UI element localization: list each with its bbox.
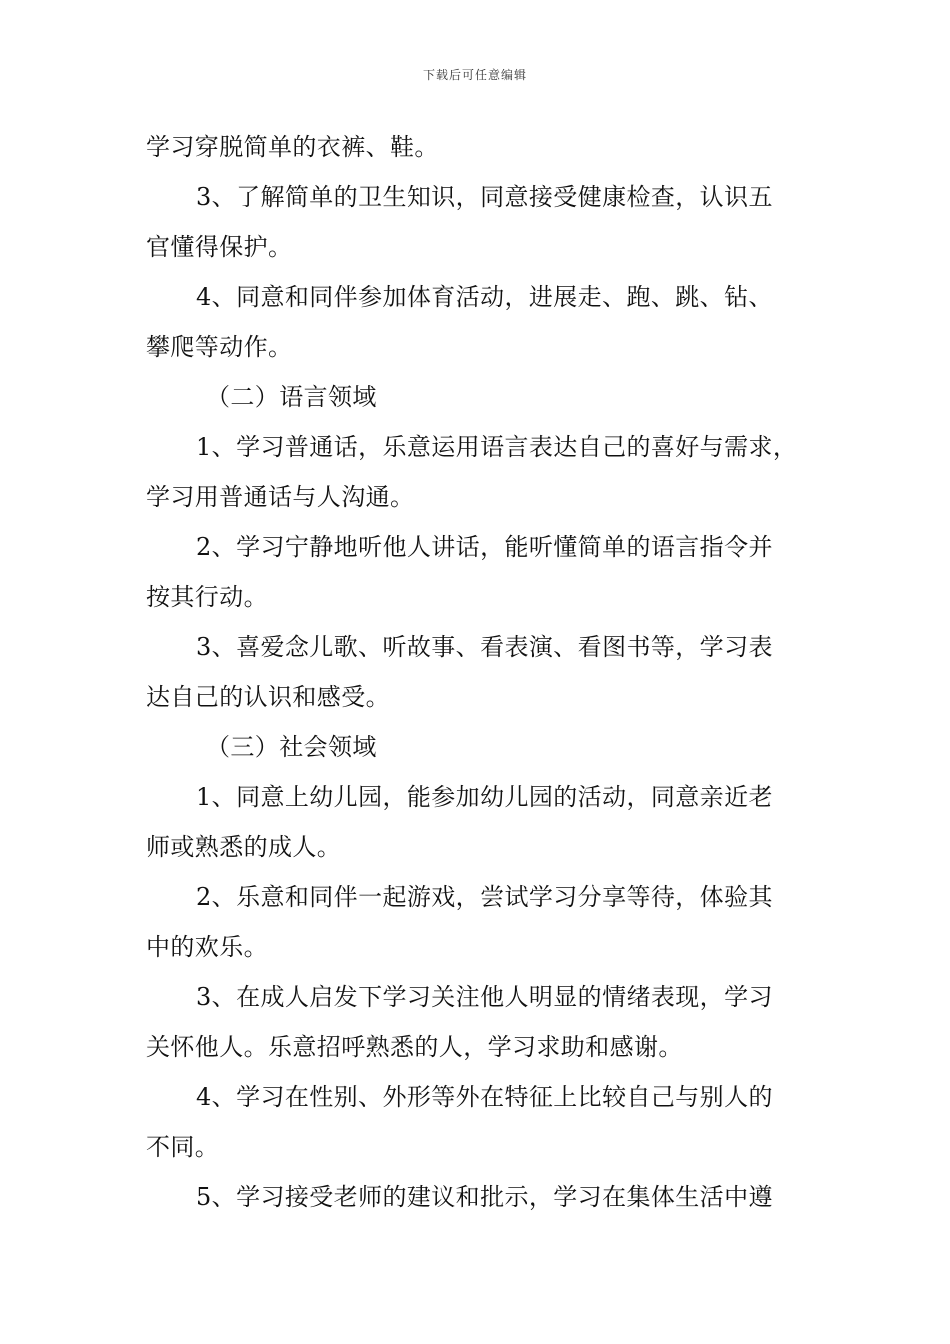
document-body — [146, 122, 816, 1222]
text-line: 达自己的认识和感受。 — [146, 683, 390, 711]
text-line: 按其行动。 — [146, 583, 268, 611]
text-line: 3、在成人启发下学习关注他人明显的情绪表现，学习 — [196, 983, 773, 1011]
text-line: 学习穿脱简单的衣裤、鞋。 — [146, 133, 439, 161]
text-line: 官懂得保护。 — [146, 233, 293, 261]
text-line: 中的欢乐。 — [146, 933, 268, 961]
text-line: 3、了解简单的卫生知识，同意接受健康检查，认识五 — [196, 183, 773, 211]
text-line: 师或熟悉的成人。 — [146, 833, 342, 861]
page-header-note: 下载后可任意编辑 — [422, 68, 527, 82]
text-line: 4、学习在性别、外形等外在特征上比较自己与别人的 — [196, 1083, 773, 1111]
text-line: 1、同意上幼儿园，能参加幼儿园的活动，同意亲近老 — [196, 783, 773, 811]
text-line: 不同。 — [146, 1133, 220, 1161]
text-line: 学习用普通话与人沟通。 — [146, 483, 415, 511]
text-line: 关怀他人。乐意招呼熟悉的人，学习求助和感谢。 — [146, 1033, 683, 1061]
text-line: 2、乐意和同伴一起游戏，尝试学习分享等待，体验其 — [196, 883, 773, 911]
text-line: 1、学习普通话，乐意运用语言表达自己的喜好与需求， — [196, 433, 798, 461]
text-line: 3、喜爱念儿歌、听故事、看表演、看图书等，学习表 — [196, 633, 773, 661]
text-line: 4、同意和同伴参加体育活动，进展走、跑、跳、钻、 — [196, 283, 773, 311]
text-line: 2、学习宁静地听他人讲话，能听懂简单的语言指令并 — [196, 533, 773, 561]
text-line: 5、学习接受老师的建议和批示，学习在集体生活中遵 — [196, 1183, 773, 1211]
section-heading: （三）社会领域 — [206, 733, 377, 761]
section-heading: （二）语言领域 — [206, 383, 377, 411]
text-line: 攀爬等动作。 — [146, 333, 293, 361]
